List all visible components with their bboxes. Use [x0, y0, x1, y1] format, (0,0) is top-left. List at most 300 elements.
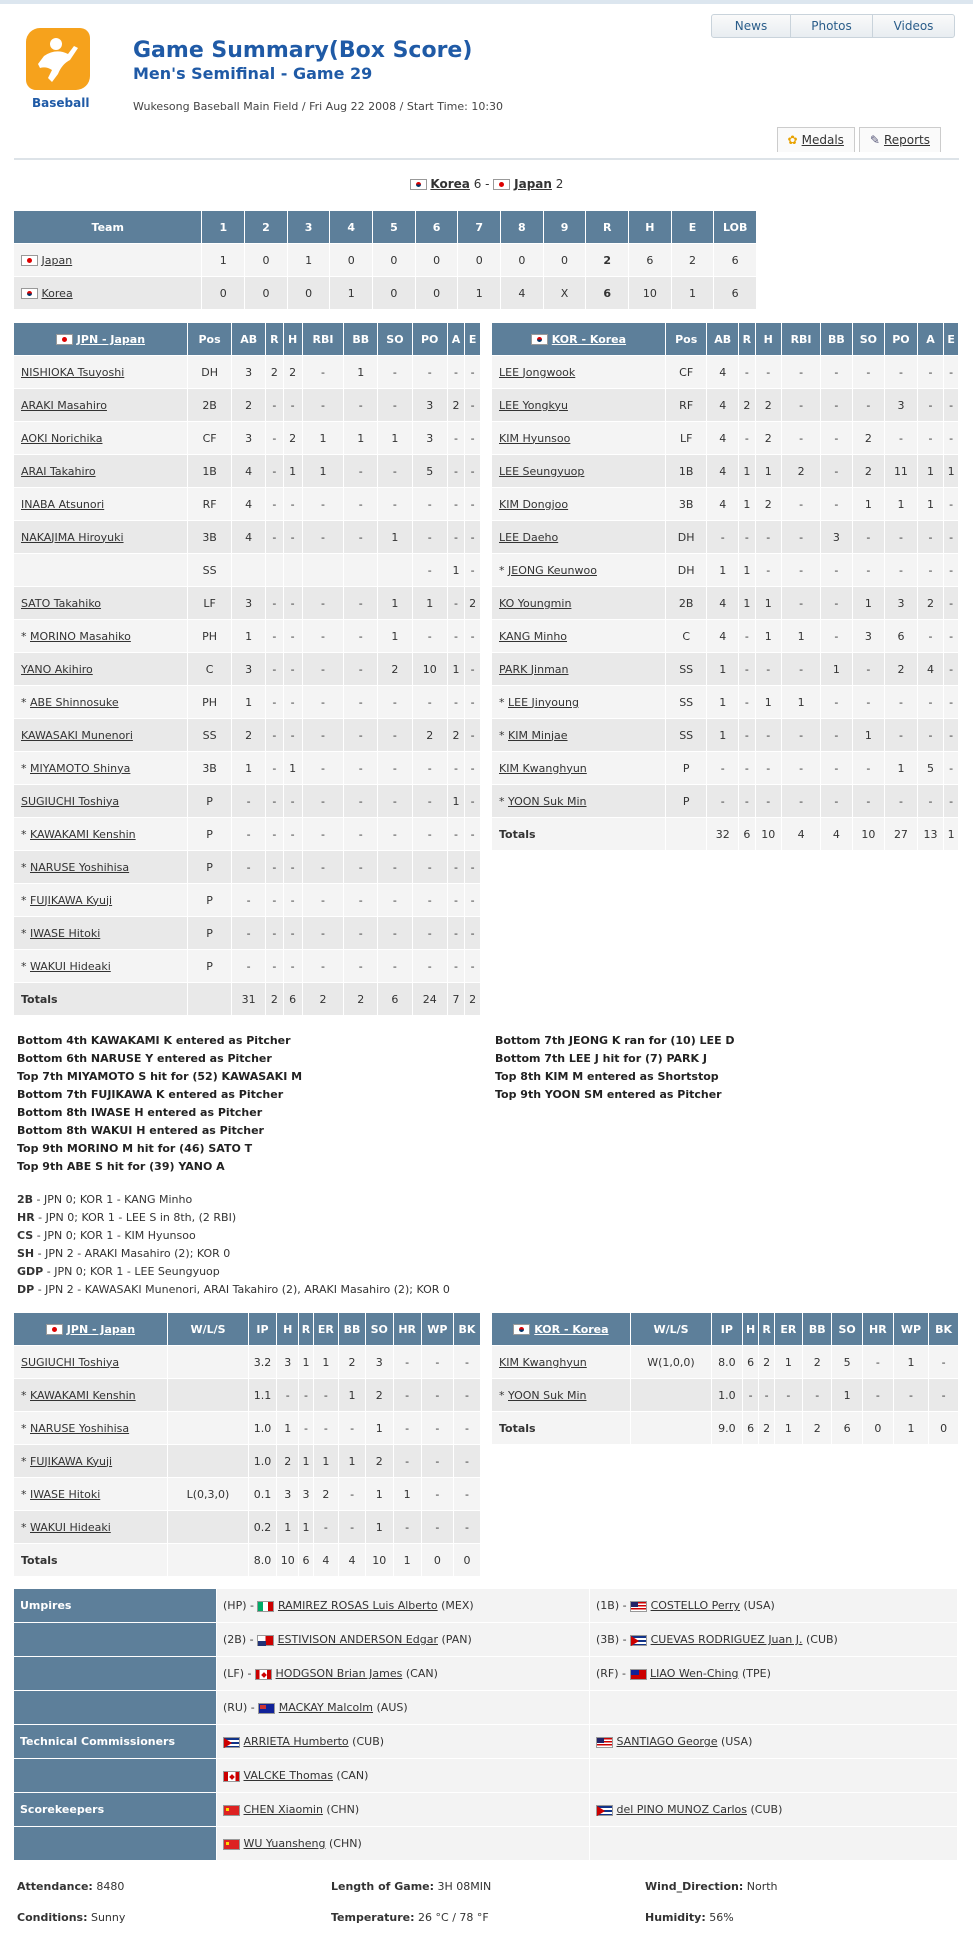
empty-cell	[590, 1691, 957, 1724]
player-link[interactable]: IWASE Hitoki	[30, 926, 101, 940]
stat-cell: -	[756, 752, 781, 784]
team-title-link[interactable]: JPN - Japan	[76, 332, 146, 346]
linescore-header-cell: LOB	[714, 211, 756, 243]
player-cell	[492, 356, 665, 388]
stat-cell: -	[303, 917, 344, 949]
official-cell	[217, 1827, 589, 1860]
stat-cell: -	[739, 785, 754, 817]
totals-cell: 6	[284, 983, 302, 1015]
official-role: (LF) -	[223, 1667, 256, 1680]
player-link[interactable]: KIM Kwanghyun	[499, 1355, 587, 1369]
linescore-row	[14, 244, 756, 276]
column-header: H	[743, 1313, 759, 1345]
player-link[interactable]: IWASE Hitoki	[30, 1487, 101, 1501]
column-header: BB	[803, 1313, 832, 1345]
stat-cell: -	[465, 356, 480, 388]
player-link[interactable]: NAKAJIMA Hiroyuki	[21, 530, 124, 544]
stat-cell: 2	[339, 1346, 365, 1378]
stat-cell: -	[465, 686, 480, 718]
player-cell	[14, 653, 187, 685]
linescore-header-cell: R	[586, 211, 628, 243]
official-noc: (TPE)	[738, 1667, 771, 1680]
column-header: BB	[344, 323, 377, 355]
stat-cell: -	[284, 620, 302, 652]
nav-photos[interactable]: Photos	[790, 15, 872, 37]
stat-cell: 11	[885, 455, 917, 487]
team2-link[interactable]: Japan	[514, 177, 552, 191]
stat-cell: 1B	[188, 455, 231, 487]
table-row	[492, 554, 958, 586]
stat-cell: -	[465, 554, 480, 586]
humidity-value: 56%	[705, 1911, 734, 1924]
stat-cell	[168, 1412, 248, 1444]
stat-cell: -	[413, 488, 447, 520]
player-link[interactable]: LEE Jongwook	[499, 365, 576, 379]
totals-cell: 10	[756, 818, 781, 850]
stat-cell: P	[188, 884, 231, 916]
player-cell	[492, 752, 665, 784]
stat-cell: -	[821, 356, 852, 388]
player-link[interactable]: FUJIKAWA Kyuji	[30, 1454, 113, 1468]
stat-cell: -	[266, 488, 283, 520]
official-link[interactable]: COSTELLO Perry	[650, 1599, 740, 1612]
stat-cell: 3	[232, 422, 265, 454]
table-row	[492, 488, 958, 520]
stat-cell: -	[782, 587, 820, 619]
column-header: HR	[394, 1313, 421, 1345]
player-link[interactable]: ARAKI Masahiro	[21, 398, 107, 412]
stat-cell: -	[918, 785, 943, 817]
stat-cell: -	[465, 422, 480, 454]
stat-cell: -	[422, 1379, 453, 1411]
stat-cell: 1	[739, 587, 754, 619]
table-row	[14, 1445, 480, 1477]
stat-cell: -	[454, 1445, 480, 1477]
linescore-cell: 10	[629, 277, 671, 309]
stat-cell: -	[944, 785, 958, 817]
linescore-header	[14, 211, 756, 243]
stat-cell: LF	[188, 587, 231, 619]
player-link[interactable]: FUJIKAWA Kyuji	[30, 893, 113, 907]
stat-cell: 1	[378, 521, 412, 553]
stat-cell: -	[465, 818, 480, 850]
stat-cell: 1	[299, 1445, 312, 1477]
totals-row	[14, 983, 480, 1015]
table-row	[492, 719, 958, 751]
official-noc: (CUB)	[802, 1633, 838, 1646]
stat-cell: P	[188, 950, 231, 982]
official-cell	[217, 1793, 589, 1826]
officials-row	[14, 1691, 957, 1724]
player-link[interactable]: ARAI Takahiro	[21, 464, 96, 478]
official-link[interactable]: del PINO MUNOZ Carlos	[616, 1803, 747, 1816]
table-row	[14, 752, 480, 784]
stat-cell: -	[284, 950, 302, 982]
player-link[interactable]: NARUSE Yoshihisa	[30, 860, 130, 874]
player-link[interactable]: KIM Dongjoo	[499, 497, 569, 511]
table-row	[492, 521, 958, 553]
player-link[interactable]: LEE Jinyoung	[508, 695, 579, 709]
totals-cell: 10	[277, 1544, 299, 1576]
player-cell	[492, 455, 665, 487]
stat-cell: 2	[853, 422, 884, 454]
stat-cell: -	[314, 1379, 339, 1411]
stat-cell: P	[666, 752, 706, 784]
totals-cell: 4	[314, 1544, 339, 1576]
player-cell	[492, 521, 665, 553]
note-key: 2B	[17, 1193, 34, 1206]
stat-cell: -	[918, 389, 943, 421]
official-link[interactable]: CUEVAS RODRIGUEZ Juan J.	[650, 1633, 803, 1646]
humidity	[645, 1911, 734, 1924]
stat-cell: -	[284, 851, 302, 883]
wind-label: Wind_Direction:	[645, 1880, 744, 1893]
stat-cell: -	[782, 554, 820, 586]
official-role: (HP) -	[223, 1599, 258, 1612]
stat-cell: -	[944, 653, 958, 685]
stat-cell: -	[413, 950, 447, 982]
stat-cell: L(0,3,0)	[168, 1478, 248, 1510]
officials-row	[14, 1827, 957, 1860]
stat-cell: -	[303, 752, 344, 784]
japan-flag-icon	[56, 334, 73, 345]
totals-cell: 8.0	[249, 1544, 276, 1576]
column-header: HR	[863, 1313, 893, 1345]
stat-cell: 3B	[188, 521, 231, 553]
length-value: 3H 08MIN	[434, 1880, 492, 1893]
player-link[interactable]: NISHIOKA Tsuyoshi	[21, 365, 125, 379]
official-noc: (CAN)	[332, 1769, 369, 1782]
stat-cell: 1	[339, 1379, 365, 1411]
official-link[interactable]: WU Yuansheng	[243, 1837, 326, 1850]
stat-cell: -	[465, 719, 480, 751]
stat-cell: -	[465, 620, 480, 652]
stat-cell: 5	[832, 1346, 861, 1378]
stat-cell: -	[303, 884, 344, 916]
stat-cell: CF	[666, 356, 706, 388]
stat-cell: -	[454, 1346, 480, 1378]
stat-cell: -	[448, 686, 465, 718]
player-link[interactable]: AOKI Norichika	[21, 431, 103, 445]
player-cell	[492, 422, 665, 454]
totals-cell	[188, 983, 231, 1015]
stat-cell: 3	[232, 653, 265, 685]
column-header: R	[739, 323, 754, 355]
player-link[interactable]: KAWAKAMI Kenshin	[30, 1388, 136, 1402]
table-row	[14, 884, 480, 916]
team-title-link[interactable]: KOR - Korea	[534, 1322, 609, 1336]
substitution-line: Bottom 4th KAWAKAMI K entered as Pitcher	[17, 1034, 291, 1047]
stat-cell: -	[303, 719, 344, 751]
stat-cell: 2	[284, 356, 302, 388]
player-link[interactable]: LEE Daeho	[499, 530, 559, 544]
player-link[interactable]: SUGIUCHI Toshiya	[21, 1355, 120, 1369]
column-header: W/L/S	[168, 1313, 248, 1345]
official-link[interactable]: ESTIVISON ANDERSON Edgar	[277, 1633, 438, 1646]
totals-label: Totals	[492, 1412, 630, 1444]
player-link[interactable]: SUGIUCHI Toshiya	[21, 794, 120, 808]
linescore-cell: 2	[586, 244, 628, 276]
sub-marker: *	[21, 827, 30, 841]
can-flag-icon	[255, 1669, 272, 1680]
player-link[interactable]: MIYAMOTO Shinya	[30, 761, 131, 775]
stat-cell: -	[344, 686, 377, 718]
note-key: DP	[17, 1283, 35, 1296]
player-cell	[14, 719, 187, 751]
table-row	[14, 620, 480, 652]
official-link[interactable]: VALCKE Thomas	[243, 1769, 333, 1782]
stat-cell: 4	[707, 488, 738, 520]
official-noc: (USA)	[739, 1599, 775, 1612]
kor-batting-table	[491, 322, 959, 851]
stat-cell: 2	[803, 1346, 832, 1378]
attendance-value: 8480	[92, 1880, 125, 1893]
sub-marker: *	[21, 1487, 30, 1501]
official-cell	[217, 1589, 589, 1622]
player-link[interactable]: KIM Kwanghyun	[499, 761, 587, 775]
official-cell	[217, 1657, 589, 1690]
stat-cell: 3	[413, 422, 447, 454]
note-line	[17, 1245, 450, 1263]
stat-cell: -	[465, 884, 480, 916]
note-key: CS	[17, 1229, 34, 1242]
player-link[interactable]: PARK Jinman	[499, 662, 569, 676]
stat-cell: 1	[832, 1379, 861, 1411]
team-header	[14, 323, 187, 355]
stat-cell	[168, 1511, 248, 1543]
sub-marker: *	[21, 1421, 30, 1435]
stat-cell: -	[739, 521, 754, 553]
player-link[interactable]: KAWASAKI Munenori	[21, 728, 133, 742]
stat-cell: DH	[188, 356, 231, 388]
stat-cell: SS	[666, 719, 706, 751]
linescore-cell: 0	[202, 277, 244, 309]
jpn-batting-table	[13, 322, 481, 1016]
stat-cell: -	[853, 356, 884, 388]
official-link[interactable]: SANTIAGO George	[616, 1735, 718, 1748]
nav-videos[interactable]: Videos	[872, 15, 954, 37]
stat-cell: -	[465, 653, 480, 685]
team-link[interactable]: Japan	[41, 253, 73, 267]
stat-cell: -	[344, 917, 377, 949]
player-cell	[14, 1478, 167, 1510]
stat-cell: 2	[918, 587, 943, 619]
totals-row	[492, 1412, 958, 1444]
stat-cell: 1	[944, 455, 958, 487]
table-row	[14, 950, 480, 982]
stat-cell: -	[853, 554, 884, 586]
note-key: HR	[17, 1211, 35, 1224]
japan-flag-icon	[493, 179, 510, 190]
table-row	[14, 356, 480, 388]
official-link[interactable]: MACKAY Malcolm	[278, 1701, 373, 1714]
column-header: SO	[378, 323, 412, 355]
sub-marker: *	[21, 893, 30, 907]
stat-cell	[344, 554, 377, 586]
player-link[interactable]: ABE Shinnosuke	[30, 695, 119, 709]
column-header: WP	[894, 1313, 928, 1345]
totals-cell: 10	[853, 818, 884, 850]
stat-cell: -	[413, 554, 447, 586]
game-length	[331, 1880, 491, 1893]
stat-cell: -	[448, 884, 465, 916]
official-link[interactable]: RAMIREZ ROSAS Luis Alberto	[277, 1599, 438, 1612]
stat-cell: 1	[739, 554, 754, 586]
team1-link[interactable]: Korea	[430, 177, 470, 191]
stat-cell: -	[378, 686, 412, 718]
stat-cell: -	[782, 752, 820, 784]
stat-cell: -	[303, 851, 344, 883]
table-row	[14, 917, 480, 949]
note-value: - JPN 0; KOR 1 - KANG Minho	[33, 1193, 193, 1206]
stat-cell: -	[344, 488, 377, 520]
player-link[interactable]: LEE Yongkyu	[499, 398, 568, 412]
player-cell	[14, 488, 187, 520]
player-link[interactable]: LEE Seungyuop	[499, 464, 585, 478]
stat-cell: -	[465, 851, 480, 883]
stat-cell: -	[739, 752, 754, 784]
player-link[interactable]: YOON Suk Min	[508, 1388, 587, 1402]
stat-cell: 3	[885, 389, 917, 421]
column-header: Pos	[666, 323, 706, 355]
stat-cell: DH	[666, 521, 706, 553]
official-cell	[590, 1725, 957, 1758]
table-header	[14, 1313, 480, 1345]
stat-cell: -	[756, 521, 781, 553]
stat-cell: 1	[894, 1346, 928, 1378]
totals-cell: 1	[775, 1412, 802, 1444]
sub-marker: *	[499, 794, 508, 808]
stat-cell: 1	[378, 422, 412, 454]
stat-cell: 1	[707, 686, 738, 718]
official-link[interactable]: CHEN Xiaomin	[243, 1803, 323, 1816]
official-cell	[590, 1657, 957, 1690]
stat-cell: 2	[284, 422, 302, 454]
linescore-header-cell: 5	[373, 211, 415, 243]
team-title-link[interactable]: KOR - Korea	[551, 332, 627, 346]
stat-cell: -	[756, 554, 781, 586]
page-title: Game Summary(Box Score)	[133, 38, 473, 63]
stat-cell: -	[821, 752, 852, 784]
player-link[interactable]: YANO Akihiro	[21, 662, 93, 676]
stat-cell: -	[448, 356, 465, 388]
official-link[interactable]: HODGSON Brian James	[275, 1667, 403, 1680]
official-link[interactable]: ARRIETA Humberto	[243, 1735, 349, 1748]
table-row	[14, 1511, 480, 1543]
officials-row	[14, 1589, 957, 1622]
table-row	[14, 389, 480, 421]
sub-marker: *	[21, 1388, 30, 1402]
player-link[interactable]: YOON Suk Min	[508, 794, 587, 808]
player-link[interactable]: KO Youngmin	[499, 596, 572, 610]
table-row	[14, 422, 480, 454]
stat-cell: -	[821, 620, 852, 652]
linescore-cell: 0	[330, 244, 372, 276]
stat-cell: 2	[413, 719, 447, 751]
stat-cell: RF	[666, 389, 706, 421]
column-header: R	[299, 1313, 312, 1345]
player-link[interactable]: INABA Atsunori	[21, 497, 105, 511]
team-link[interactable]: Korea	[41, 286, 73, 300]
stat-cell	[378, 554, 412, 586]
stat-cell: -	[465, 455, 480, 487]
player-link[interactable]: KIM Hyunsoo	[499, 431, 571, 445]
linescore-cell: 0	[288, 277, 330, 309]
player-cell	[14, 1346, 167, 1378]
totals-cell: 0	[929, 1412, 958, 1444]
column-header: BB	[821, 323, 852, 355]
player-link[interactable]: NARUSE Yoshihisa	[30, 1421, 130, 1435]
player-link[interactable]: WAKUI Hideaki	[30, 959, 111, 973]
stat-cell: -	[378, 884, 412, 916]
stat-cell: -	[944, 488, 958, 520]
player-link[interactable]: WAKUI Hideaki	[30, 1520, 111, 1534]
stat-cell: 1	[756, 686, 781, 718]
stat-cell: -	[853, 653, 884, 685]
stat-cell: -	[378, 719, 412, 751]
stat-cell: -	[394, 1445, 421, 1477]
player-link[interactable]: KAWAKAMI Kenshin	[30, 827, 136, 841]
stat-cell: P	[188, 785, 231, 817]
final-score	[0, 177, 973, 191]
jpn-pitching-table	[13, 1312, 481, 1577]
team-title-link[interactable]: JPN - Japan	[66, 1322, 136, 1336]
stat-cell: RF	[188, 488, 231, 520]
stat-cell	[168, 1379, 248, 1411]
player-link[interactable]: MORINO Masahiko	[30, 629, 131, 643]
stat-cell: -	[448, 851, 465, 883]
player-link[interactable]: SATO Takahiko	[21, 596, 102, 610]
stat-cell: -	[339, 1511, 365, 1543]
official-role: (1B) -	[596, 1599, 631, 1612]
stat-cell: -	[378, 488, 412, 520]
stat-cell: -	[918, 620, 943, 652]
pan-flag-icon	[257, 1635, 274, 1646]
stat-cell: -	[803, 1379, 832, 1411]
medals-button[interactable]: ✿ Medals	[777, 127, 855, 152]
stat-cell: -	[885, 785, 917, 817]
stat-cell: 0.2	[249, 1511, 276, 1543]
sub-marker: *	[21, 959, 30, 973]
nav-news[interactable]: News	[734, 19, 768, 33]
stat-cell: -	[448, 818, 465, 850]
official-noc: (CAN)	[402, 1667, 438, 1680]
stat-cell: 2	[448, 719, 465, 751]
totals-cell: 2	[465, 983, 480, 1015]
totals-cell: 2	[344, 983, 377, 1015]
sport-label: Baseball	[32, 96, 90, 110]
player-link[interactable]: JEONG Keunwoo	[508, 563, 597, 577]
column-header: E	[944, 323, 958, 355]
stat-cell: 1	[232, 686, 265, 718]
official-cell	[217, 1725, 589, 1758]
stat-cell: -	[944, 521, 958, 553]
stat-cell: 3	[853, 620, 884, 652]
totals-cell: 27	[885, 818, 917, 850]
stat-cell: -	[863, 1379, 893, 1411]
usa-flag-icon	[596, 1737, 613, 1748]
player-cell	[492, 1346, 630, 1378]
reports-button[interactable]: ✎ Reports	[859, 127, 941, 152]
player-link[interactable]: KANG Minho	[499, 629, 568, 643]
player-link[interactable]: KIM Minjae	[508, 728, 568, 742]
stat-cell: -	[339, 1412, 365, 1444]
player-cell	[492, 719, 665, 751]
stat-cell: 1	[232, 752, 265, 784]
stat-cell: 3	[885, 587, 917, 619]
stat-cell: -	[378, 785, 412, 817]
official-link[interactable]: LIAO Wen-Ching	[650, 1667, 739, 1680]
